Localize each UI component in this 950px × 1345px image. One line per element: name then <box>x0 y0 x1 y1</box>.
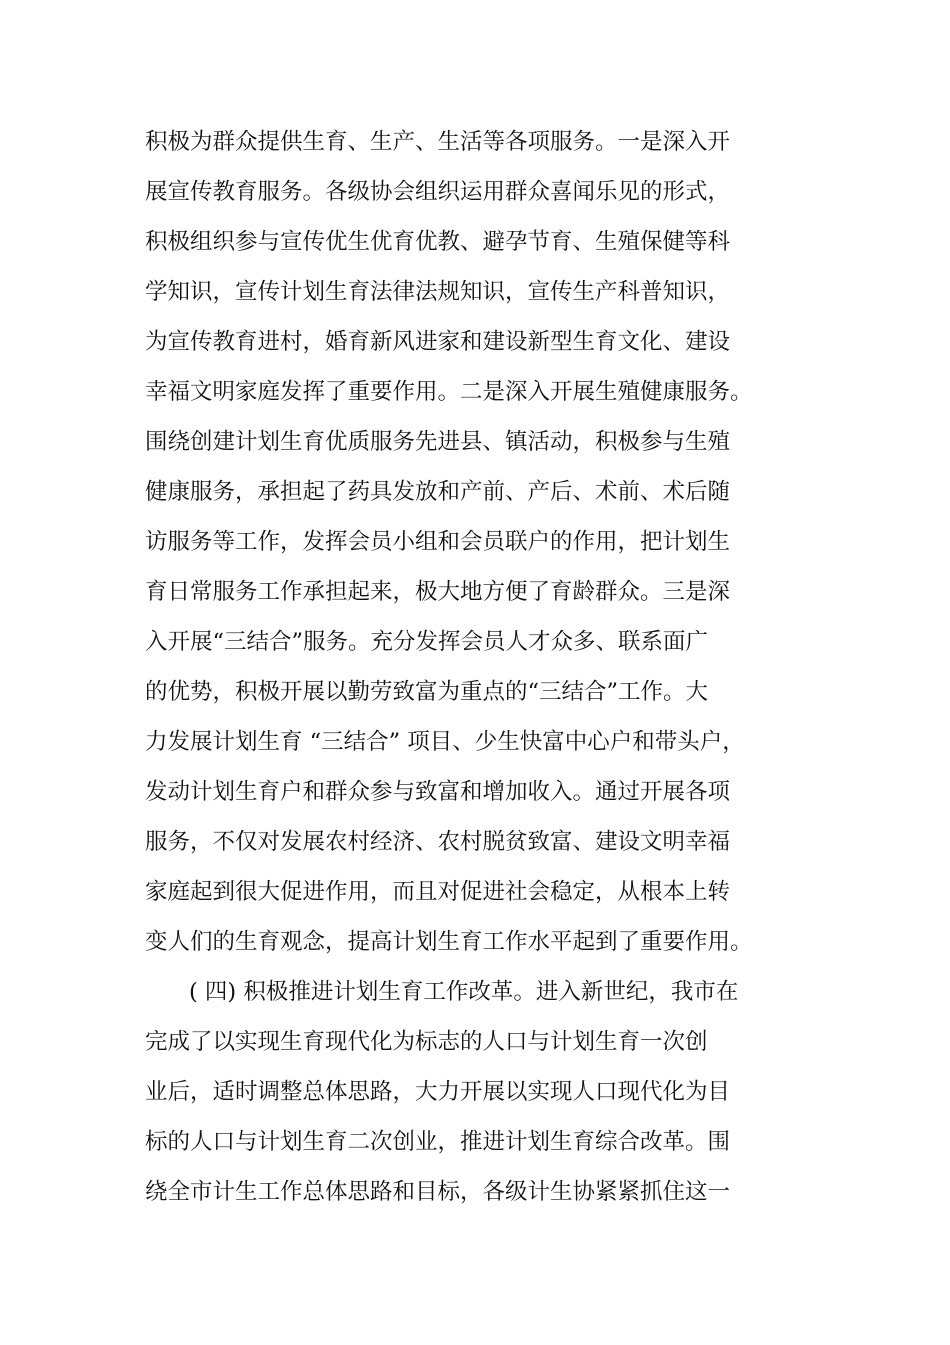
text-line: 标的人口与计划生育二次创业，推进计划生育综合改革。围 <box>145 1129 731 1155</box>
text-line: 积极组织参与宣传优生优育优教、避孕节育、生殖保健等科 <box>145 229 731 255</box>
text-line: 的优势，积极开展以勤劳致富为重点的“三结合”工作。大 <box>145 679 709 705</box>
text-line: 展宣传教育服务。各级协会组织运用群众喜闻乐见的形式， <box>145 179 731 205</box>
text-line: 育日常服务工作承担起来，极大地方便了育龄群众。三是深 <box>145 579 731 605</box>
text-line: 为宣传教育进村，婚育新风进家和建设新型生育文化、建设 <box>145 329 731 355</box>
text-line: 访服务等工作，发挥会员小组和会员联户的作用，把计划生 <box>145 529 731 555</box>
text-line: 发动计划生育户和群众参与致富和增加收入。通过开展各项 <box>145 779 731 805</box>
text-line: 学知识，宣传计划生育法律法规知识，宣传生产科普知识， <box>145 279 731 305</box>
text-line: 力发展计划生育 “三结合” 项目、少生快富中心户和带头户， <box>145 729 745 755</box>
text-line: 变人们的生育观念，提高计划生育工作水平起到了重要作用。 <box>145 929 753 955</box>
body-text <box>145 117 785 1217</box>
text-line: 家庭起到很大促进作用，而且对促进社会稳定，从根本上转 <box>145 879 731 905</box>
text-line: 积极为群众提供生育、生产、生活等各项服务。一是深入开 <box>145 129 731 155</box>
text-line: 健康服务，承担起了药具发放和产前、产后、术前、术后随 <box>145 479 731 505</box>
text-line: 幸福文明家庭发挥了重要作用。二是深入开展生殖健康服务。 <box>145 379 753 405</box>
text-line: 围绕创建计划生育优质服务先进县、镇活动，积极参与生殖 <box>145 429 731 455</box>
text-line: 业后，适时调整总体思路，大力开展以实现人口现代化为目 <box>145 1079 731 1105</box>
text-line: 绕全市计生工作总体思路和目标，各级计生协紧紧抓住这一 <box>145 1179 731 1205</box>
text-line: 入开展“三结合”服务。充分发挥会员人才众多、联系面广 <box>145 629 709 655</box>
text-line: 完成了以实现生育现代化为标志的人口与计划生育一次创 <box>145 1029 708 1055</box>
paragraph-start-line: ( 四) 积极推进计划生育工作改革。进入新世纪，我市在 <box>189 979 739 1005</box>
text-line: 服务，不仅对发展农村经济、农村脱贫致富、建设文明幸福 <box>145 829 731 855</box>
